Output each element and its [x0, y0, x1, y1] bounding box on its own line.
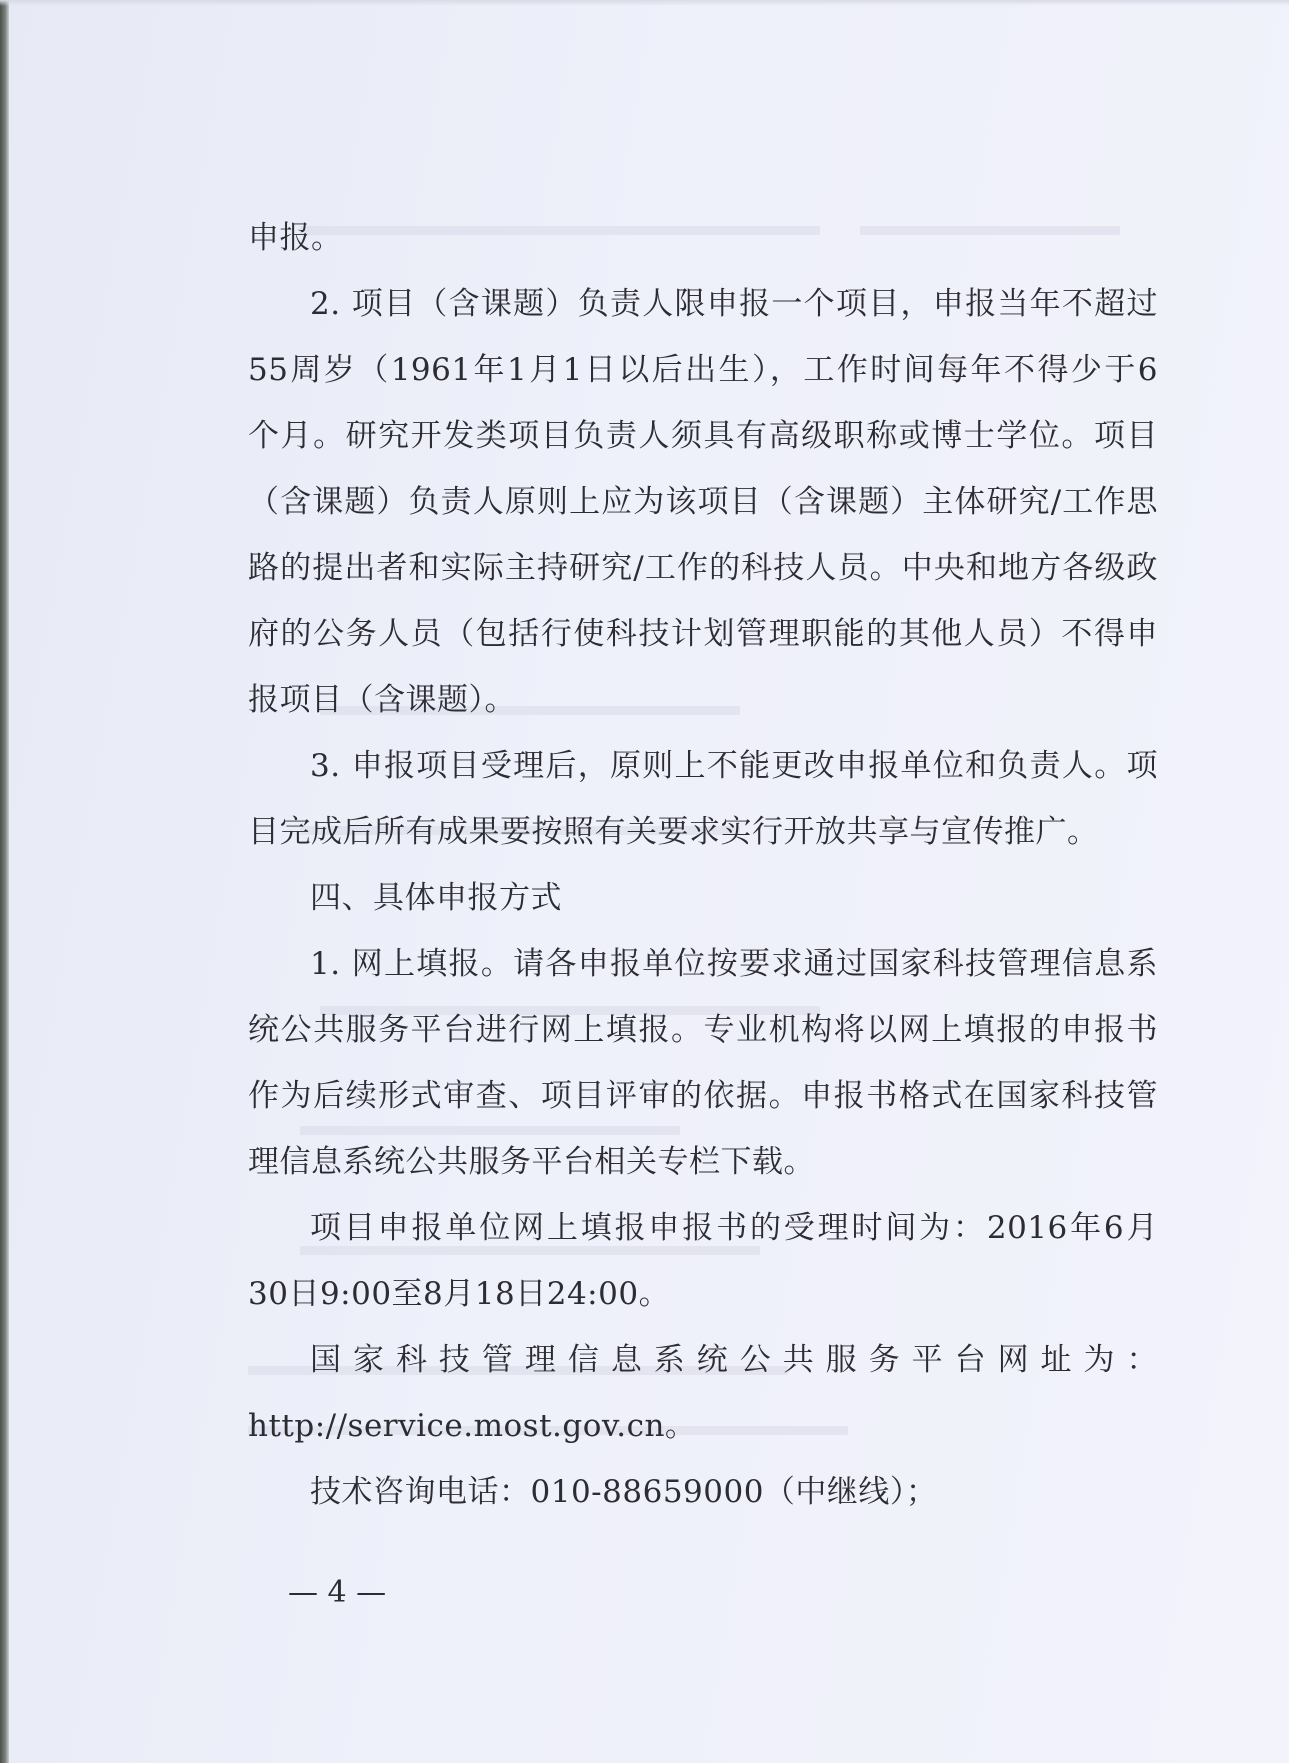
text-line-16: 项目申报单位网上填报申报书的受理时间为：2016年6月	[310, 1210, 1158, 1246]
text-line-3: 55周岁（1961年1月1日以后出生），工作时间每年不得少于6	[248, 352, 1158, 388]
text-line-15: 理信息系统公共服务平台相关专栏下载。	[248, 1144, 815, 1180]
text-line-9: 3. 申报项目受理后，原则上不能更改申报单位和负责人。项	[310, 748, 1158, 784]
section-heading: 四、具体申报方式	[310, 880, 562, 916]
website-url: http://service.most.gov.cn。	[248, 1408, 697, 1444]
text-line-1: 申报。	[248, 220, 343, 256]
text-line-7: 府的公务人员（包括行使科技计划管理职能的其他人员）不得申	[248, 616, 1158, 652]
page-number: — 4 —	[288, 1575, 387, 1610]
text-line-14: 作为后续形式审查、项目评审的依据。申报书格式在国家科技管	[248, 1078, 1158, 1114]
text-line-18: 国家科技管理信息系统公共服务平台网址为：	[310, 1342, 1158, 1378]
text-line-13: 统公共服务平台进行网上填报。专业机构将以网上填报的申报书	[248, 1012, 1158, 1048]
consult-phone: 技术咨询电话：010-88659000（中继线）；	[310, 1474, 938, 1510]
text-line-10: 目完成后所有成果要按照有关要求实行开放共享与宣传推广。	[248, 814, 1099, 850]
scan-top-edge	[0, 0, 1289, 6]
text-line-12: 1. 网上填报。请各申报单位按要求通过国家科技管理信息系	[310, 946, 1158, 982]
text-line-4: 个月。研究开发类项目负责人须具有高级职称或博士学位。项目	[248, 418, 1158, 454]
text-line-5: （含课题）负责人原则上应为该项目（含课题）主体研究/工作思	[248, 484, 1158, 520]
text-line-8: 报项目（含课题）。	[248, 682, 516, 718]
scan-left-edge	[0, 0, 9, 1763]
text-line-6: 路的提出者和实际主持研究/工作的科技人员。中央和地方各级政	[248, 550, 1158, 586]
text-line-2: 2. 项目（含课题）负责人限申报一个项目，申报当年不超过	[310, 286, 1158, 322]
text-line-17: 30日9:00至8月18日24:00。	[248, 1276, 671, 1312]
